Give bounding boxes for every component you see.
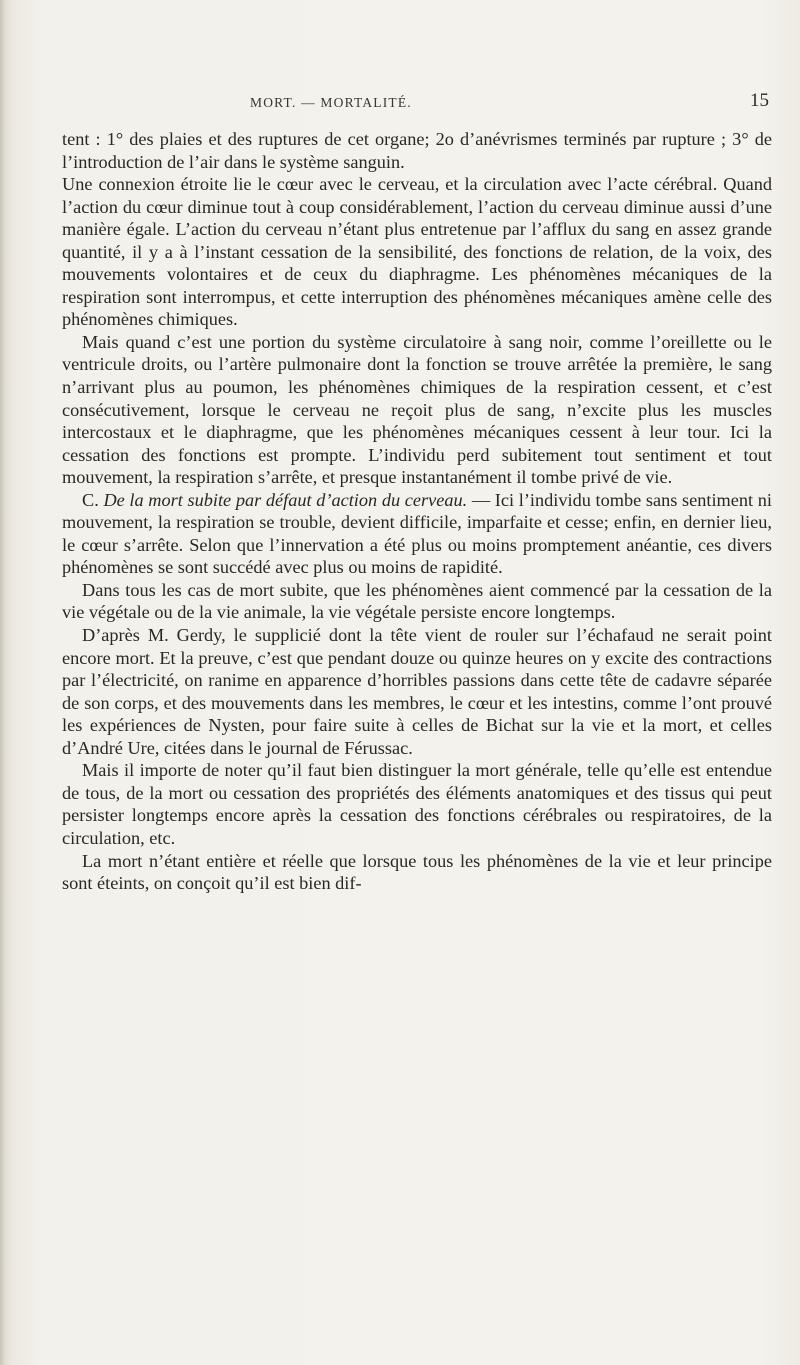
paragraph-text: Mais quand c’est une portion du système circulatoire à sang noir, comme l’oreillette ou le ventricule droits, ou l’artère pulmonaire dont la fonction se trouve arrêtée la première, le sang n’arrivant plus au poumon, les phénomènes chimiques de la respiration cessent, et c’est consécutivement, lorsque le cerveau ne reçoit plus de sang, n’excite plus les muscles intercostaux et le diaphragme, que les phénomènes mécaniques cessent à leur tour. Ici la cessation des fonctions est prompte. L’individu perd subitement tout sentiment et tout mouvement, la respiration s’arrête, et presque instantanément il tombe privé de vie. [62,331,772,488]
paragraph-p6 [62,624,772,759]
paragraph-p1 [62,128,772,173]
paragraph-p3 [62,331,772,489]
paragraph-text: Dans tous les cas de mort subite, que les phénomènes aient commencé par la cessation de la vie végétale ou de la vie animale, la vie végétale persiste encore longtemps. [62,579,772,623]
paragraph-p4 [62,489,772,579]
paragraph-text: La mort n’étant entière et réelle que lorsque tous les phénomènes de la vie et leur principe sont éteints, on conçoit qu’il est bien dif- [62,850,772,894]
paragraph-p2 [62,173,772,331]
page-gutter-shadow [0,0,6,1365]
paragraph-text: — Ici l’individu tombe sans sentiment ni mouvement, la respiration se trouble, devient difficile, imparfaite et cesse; enfin, en dernier lieu, le cœur s’arrête. Selon que l’innervation a été plus ou moins promptement anéantie, ces divers phénomènes se sont succédé avec plus ou moins de rapidité. [62,489,772,578]
running-header: MORT. — MORTALITÉ. [250,95,412,110]
body-text [62,128,772,895]
paragraph-text: Mais il importe de noter qu’il faut bien distinguer la mort générale, telle qu’elle est entendue de tous, de la mort ou cessation des propriétés des éléments anatomiques et des tissus qui peut persister longtemps encore après la cessation des fonctions cérébrales ou respiratoires, de la circulation, etc. [62,760,772,848]
paragraph-p8 [62,850,772,895]
paragraph-text: C. [82,489,104,510]
paragraph-p5 [62,579,772,624]
italic-heading-text: De la mort subite par défaut d’action du cerveau. [103,489,468,510]
paragraph-text: tent : 1° des plaies et des ruptures de cet organe; 2o d’anévrismes terminés par rupture ; 3° de l’introduction de l’air dans le système sanguin. [62,129,772,172]
paragraph-text: D’après M. Gerdy, le supplicié dont la tête vient de rouler sur l’échafaud ne serait point encore mort. Et la preuve, c’est que pendant douze ou quinze heures on y excite des contractions par l’électricité, on ranime en apparence d’horribles passions dans cette tête de cadavre séparée de son corps, et des mouvements dans les membres, le cœur et les intestins, comme l’ont prouvé les expériences de Nysten, pour faire suite à celles de Bichat sur la vie et la mort, et celles d’André Ure, citées dans le journal de Férussac. [62,625,772,758]
paragraph-p7 [62,759,772,849]
page-number: 15 [750,90,769,111]
paragraph-text: Une connexion étroite lie le cœur avec le cerveau, et la circulation avec l’acte cérébral. Quand l’action du cœur diminue tout à coup considérablement, l’action du cerveau diminue aussi d’une manière égale. L’action du cerveau n’étant plus entretenue par l’afflux du sang en assez grande quantité, il y a à l’instant cessation de la sensibilité, des fonctions de relation, de la voix, des mouvements volontaires et de ceux du diaphragme. Les phénomènes mécaniques de la respiration sont interrompus, et cette interruption des phénomènes mécaniques amène celle des phénomènes chimiques. [62,174,772,330]
